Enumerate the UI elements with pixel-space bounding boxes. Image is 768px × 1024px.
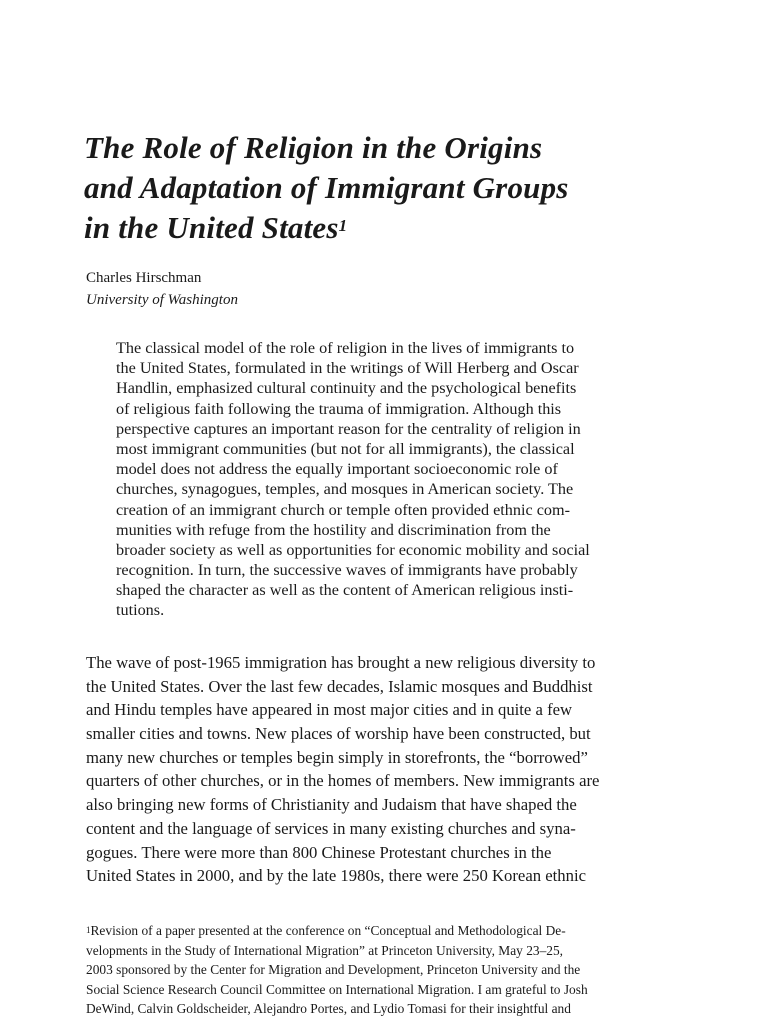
body-paragraph (86, 651, 686, 888)
body-line: many new churches or temples begin simply in storefronts, the “borrowed” (86, 747, 588, 767)
body-line: content and the language of services in many existing churches and syna- (86, 818, 576, 838)
body-line: smaller cities and towns. New places of worship have been constructed, but (86, 724, 591, 744)
abstract-line: Handlin, emphasized cultural continuity and the psychological benefits (116, 379, 577, 398)
title-line-text: in the United States (84, 210, 339, 245)
abstract-line: model does not address the equally important socioeconomic role of (116, 460, 558, 479)
body-line: United States in 2000, and by the late 1980s, there were 250 Korean ethnic (86, 866, 587, 886)
title-line: The Role of Religion in the Origins (84, 130, 543, 165)
article-title (84, 128, 684, 248)
body-line: quarters of other churches, or in the homes of members. New immigrants are (86, 771, 600, 791)
author-name: Charles Hirschman (86, 270, 202, 286)
title-line (84, 208, 684, 248)
body-line: The wave of post-1965 immigration has brought a new religious diversity to (86, 653, 596, 672)
footnote-line: Social Science Research Council Committee on International Migration. I am grateful to Josh (86, 981, 588, 997)
abstract-line: broader society as well as opportunities for economic mobility and social (116, 540, 590, 559)
title-line: and Adaptation of Immigrant Groups (84, 170, 569, 205)
footnote-mark: 1 (86, 925, 91, 935)
footnote-line-text: Revision of a paper presented at the conference on “Conceptual and Methodological De- (90, 923, 566, 938)
abstract-line: of religious faith following the trauma of immigration. Although this (116, 399, 562, 418)
footnote (86, 921, 686, 1019)
abstract-line: churches, synagogues, temples, and mosques in American society. The (116, 480, 574, 499)
footnote-line (86, 921, 686, 941)
abstract-line: tutions. (116, 601, 165, 620)
abstract-line: munities with refuge from the hostility and discrimination from the (116, 520, 551, 539)
abstract-line: recognition. In turn, the successive waves of immigrants have probably (116, 561, 578, 580)
abstract-line: creation of an immigrant church or temple often provided ethnic com- (116, 500, 570, 519)
body-line: and Hindu temples have appeared in most major cities and in quite a few (86, 700, 573, 720)
abstract-line: most immigrant communities (but not for all immigrants), the classical (116, 439, 575, 458)
footnote-line: DeWind, Calvin Goldscheider, Alejandro Portes, and Lydio Tomasi for their insightful and (86, 1001, 571, 1016)
abstract-line: shaped the character as well as the content of American religious insti- (116, 581, 574, 600)
abstract (116, 338, 686, 621)
author-affiliation: University of Washington (86, 292, 238, 308)
footnote-line: 2003 sponsored by the Center for Migration and Development, Princeton University and the (86, 962, 581, 977)
abstract-line: The classical model of the role of religion in the lives of immigrants to (116, 339, 575, 357)
body-line: the United States. Over the last few decades, Islamic mosques and Buddhist (86, 676, 593, 696)
abstract-line: the United States, formulated in the writings of Will Herberg and Oscar (116, 359, 579, 378)
abstract-line: perspective captures an important reason for the centrality of religion in (116, 419, 581, 438)
title-footnote-mark: 1 (338, 216, 348, 235)
body-line: gogues. There were more than 800 Chinese Protestant churches in the (86, 842, 552, 862)
footnote-line: velopments in the Study of International Migration” at Princeton University, May 23–25, (86, 942, 564, 958)
body-line: also bringing new forms of Christianity and Judaism that have shaped the (86, 795, 577, 815)
